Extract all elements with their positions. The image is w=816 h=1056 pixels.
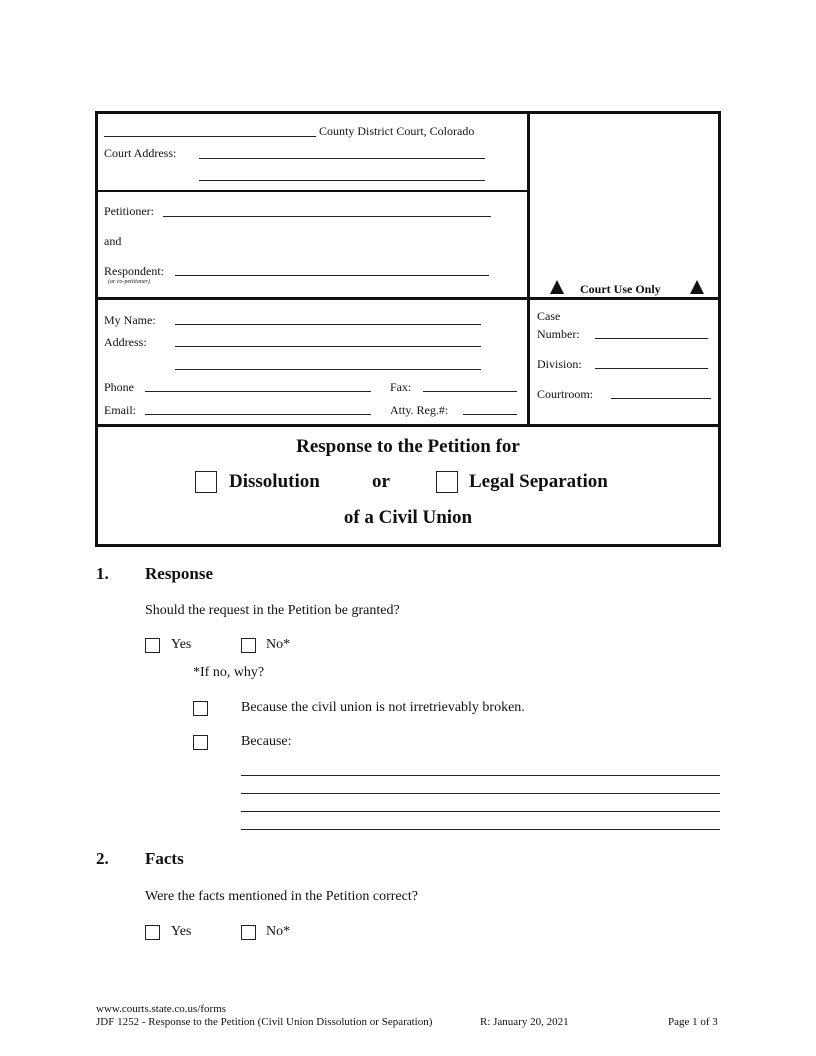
section-1-number: 1.: [96, 564, 109, 583]
up-arrow-icon: [550, 280, 564, 294]
dissolution-label: Dissolution: [229, 471, 320, 492]
footer-url: www.courts.state.co.us/forms: [96, 1003, 227, 1015]
atty-reg-field[interactable]: [463, 414, 517, 415]
section-1-heading: Response: [145, 564, 214, 583]
court-address-field-2[interactable]: [199, 180, 485, 181]
s2-no-label: No*: [266, 924, 291, 939]
courtroom-label: Courtroom:: [537, 387, 593, 401]
case-label: Case: [537, 309, 561, 323]
case-number-label: Number:: [537, 327, 580, 341]
section-2-question: Were the facts mentioned in the Petition correct?: [145, 889, 418, 904]
dissolution-checkbox[interactable]: [195, 471, 217, 493]
court-address-label: Court Address:: [104, 146, 177, 160]
atty-reg-label: Atty. Reg.#:: [390, 403, 449, 417]
section-1-question: Should the request in the Petition be granted?: [145, 603, 400, 618]
footer-revised: R: January 20, 2021: [480, 1016, 569, 1028]
because-line-1[interactable]: [241, 775, 720, 776]
case-number-field[interactable]: [595, 338, 708, 339]
legal-separation-label: Legal Separation: [469, 471, 608, 492]
because-checkbox[interactable]: [193, 735, 208, 750]
petitioner-field[interactable]: [163, 216, 491, 217]
or-label: or: [372, 471, 390, 492]
phone-field[interactable]: [145, 391, 371, 392]
address-label: Address:: [104, 335, 147, 349]
s1-yes-label: Yes: [171, 637, 192, 652]
up-arrow-icon: [690, 280, 704, 294]
section-2-number: 2.: [96, 849, 109, 868]
division-field[interactable]: [595, 368, 708, 369]
s1-no-label: No*: [266, 637, 291, 652]
court-use-only-label: Court Use Only: [580, 282, 661, 296]
because-line-2[interactable]: [241, 793, 720, 794]
not-broken-label: Because the civil union is not irretrievably broken.: [241, 700, 525, 715]
because-label: Because:: [241, 734, 292, 749]
not-broken-checkbox[interactable]: [193, 701, 208, 716]
co-petitioner-note: (or co-petitioner): [108, 279, 150, 285]
email-label: Email:: [104, 403, 136, 417]
because-line-3[interactable]: [241, 811, 720, 812]
respondent-field[interactable]: [175, 275, 489, 276]
email-field[interactable]: [145, 414, 371, 415]
legal-separation-checkbox[interactable]: [436, 471, 458, 493]
s1-no-checkbox[interactable]: [241, 638, 256, 653]
section-2-heading: Facts: [145, 849, 184, 868]
form-title-line3: of a Civil Union: [343, 507, 473, 528]
my-name-field[interactable]: [175, 324, 481, 325]
court-address-field-1[interactable]: [199, 158, 485, 159]
address-field-1[interactable]: [175, 346, 481, 347]
s1-yes-checkbox[interactable]: [145, 638, 160, 653]
address-field-2[interactable]: [175, 369, 481, 370]
s2-yes-checkbox[interactable]: [145, 925, 160, 940]
fax-label: Fax:: [390, 380, 412, 394]
courtroom-field[interactable]: [611, 398, 711, 399]
my-name-label: My Name:: [104, 313, 156, 327]
respondent-label: Respondent:: [104, 264, 164, 278]
division-label: Division:: [537, 357, 582, 371]
footer-page: Page 1 of 3: [668, 1016, 718, 1028]
phone-label: Phone: [104, 380, 134, 394]
s2-no-checkbox[interactable]: [241, 925, 256, 940]
s2-yes-label: Yes: [171, 924, 192, 939]
petitioner-label: Petitioner:: [104, 204, 154, 218]
fax-field[interactable]: [423, 391, 517, 392]
because-line-4[interactable]: [241, 829, 720, 830]
and-label: and: [104, 234, 122, 248]
if-no-label: *If no, why?: [193, 665, 265, 680]
county-field[interactable]: [104, 136, 316, 137]
footer-form-name: JDF 1252 - Response to the Petition (Civil Union Dissolution or Separation): [96, 1016, 433, 1028]
form-title-line1: Response to the Petition for: [296, 436, 520, 457]
court-label: County District Court, Colorado: [319, 124, 475, 138]
